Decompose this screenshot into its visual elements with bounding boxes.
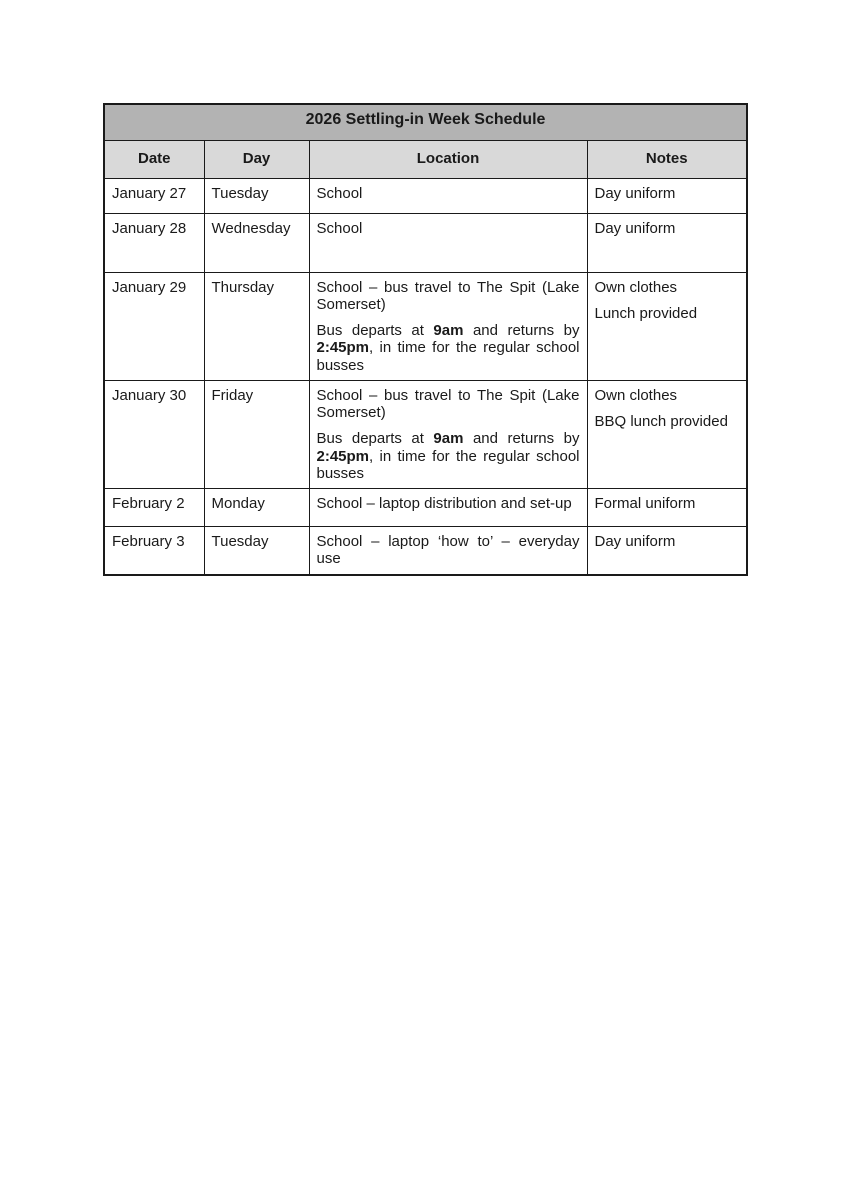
cell-notes [587, 272, 747, 380]
cell-day: Wednesday [204, 213, 309, 272]
table-row [104, 213, 747, 272]
location-paragraph: School [316, 219, 363, 237]
table-header-row [104, 140, 747, 178]
cell-location [309, 527, 587, 575]
notes-paragraph: Own clothes [594, 278, 678, 296]
cell-date: January 29 [104, 272, 204, 380]
location-paragraph: Bus departs at 9am and returns by 2:45pm, in time for the regular school busses [316, 430, 580, 482]
cell-day: Tuesday [204, 178, 309, 213]
cell-notes [587, 489, 747, 527]
cell-location [309, 272, 587, 380]
column-header-date: Date [104, 140, 204, 178]
schedule-table [103, 103, 748, 576]
table-row [104, 178, 747, 213]
column-header-day: Day [204, 140, 309, 178]
cell-date: February 3 [104, 527, 204, 575]
table-row [104, 272, 747, 380]
notes-paragraph: Lunch provided [594, 304, 698, 322]
cell-date: January 30 [104, 380, 204, 488]
column-header-location: Location [309, 140, 587, 178]
notes-paragraph: Day uniform [594, 219, 676, 237]
location-paragraph: School – bus travel to The Spit (Lake Somerset) [316, 278, 580, 313]
cell-day: Thursday [204, 272, 309, 380]
cell-notes [587, 527, 747, 575]
table-row [104, 527, 747, 575]
cell-notes [587, 213, 747, 272]
cell-day: Tuesday [204, 527, 309, 575]
table-row [104, 489, 747, 527]
cell-date: January 27 [104, 178, 204, 213]
location-paragraph: School – bus travel to The Spit (Lake Somerset) [316, 386, 580, 421]
cell-notes [587, 178, 747, 213]
notes-paragraph: Own clothes [594, 386, 678, 404]
cell-day: Monday [204, 489, 309, 527]
table-title: 2026 Settling-in Week Schedule [104, 104, 747, 140]
notes-paragraph: Day uniform [594, 533, 676, 550]
cell-location [309, 178, 587, 213]
location-paragraph: School – laptop ‘how to’ – everyday use [316, 533, 580, 568]
cell-location [309, 213, 587, 272]
location-paragraph: School [316, 184, 363, 202]
cell-date: February 2 [104, 489, 204, 527]
column-header-notes: Notes [587, 140, 747, 178]
cell-date: January 28 [104, 213, 204, 272]
location-paragraph: Bus departs at 9am and returns by 2:45pm, in time for the regular school busses [316, 322, 580, 374]
table-title-row [104, 104, 747, 140]
notes-paragraph: Formal uniform [594, 495, 696, 512]
cell-notes [587, 380, 747, 488]
notes-paragraph: BBQ lunch provided [594, 413, 728, 430]
table-row [104, 380, 747, 488]
cell-location [309, 489, 587, 527]
cell-location [309, 380, 587, 488]
table-body [104, 178, 747, 575]
notes-paragraph: Day uniform [594, 184, 676, 202]
cell-day: Friday [204, 380, 309, 488]
location-paragraph: School – laptop distribution and set-up [316, 495, 572, 512]
